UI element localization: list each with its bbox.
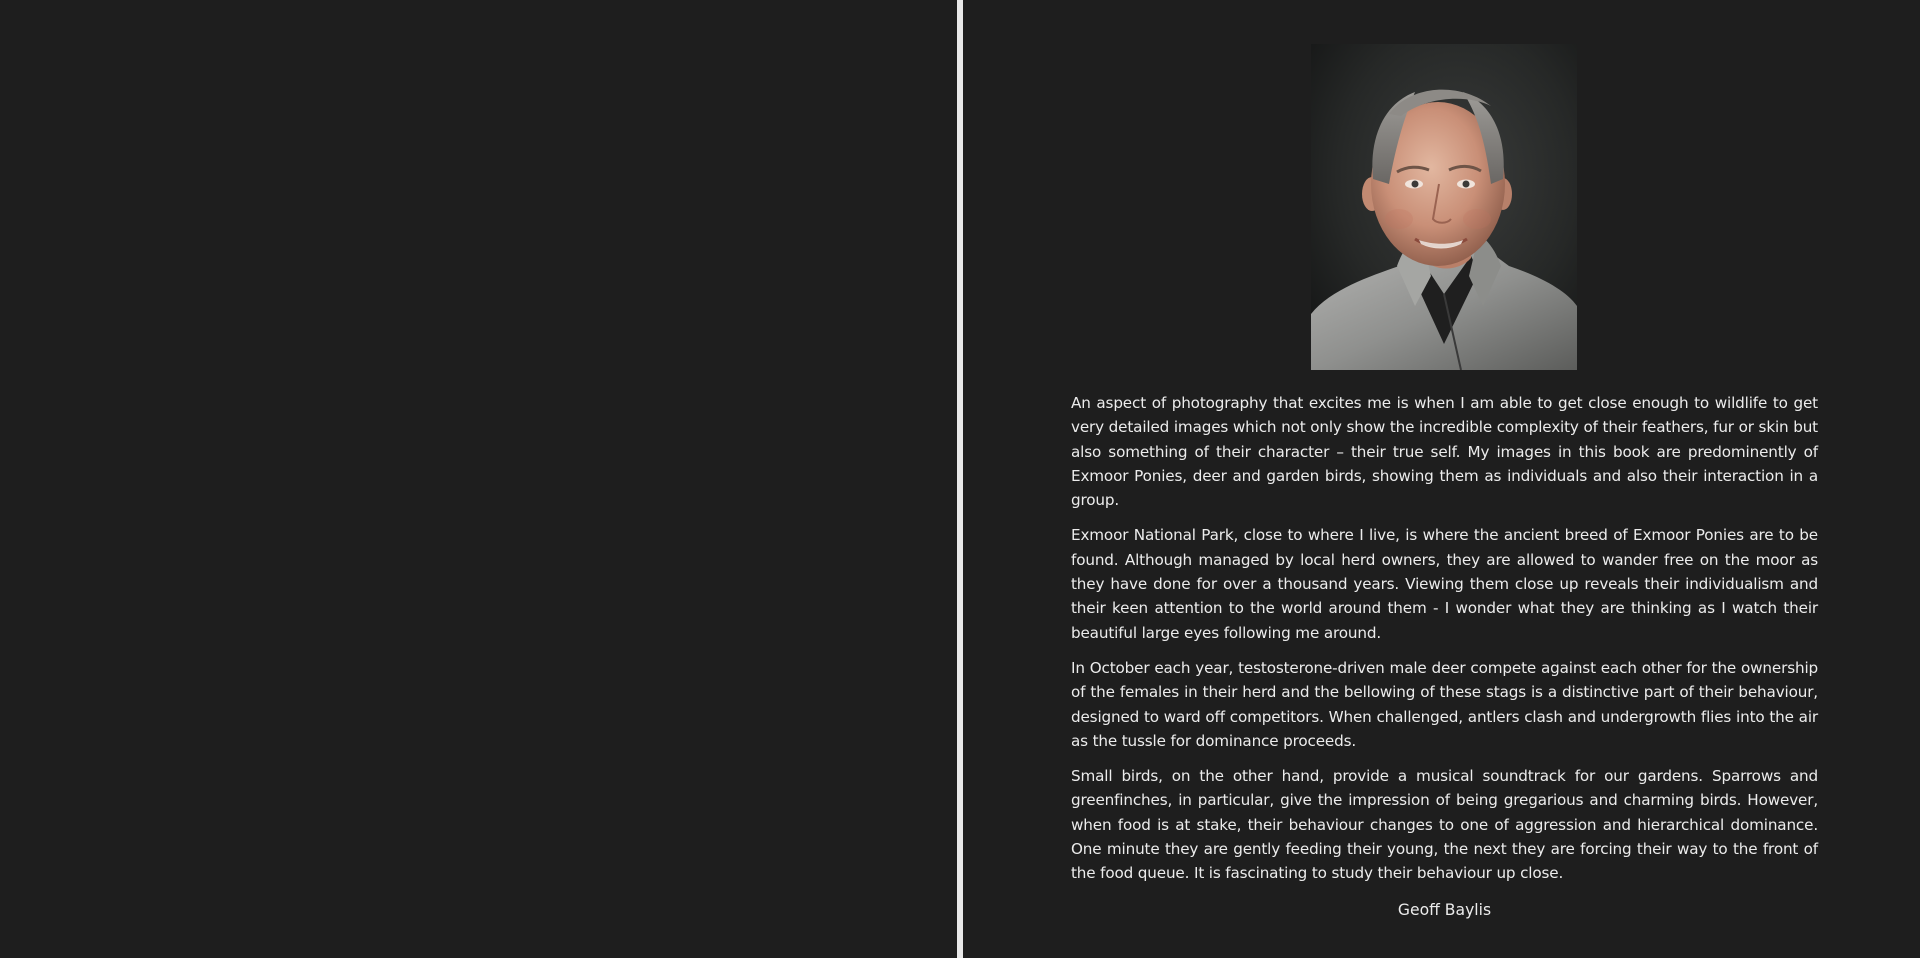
paragraph-1: An aspect of photography that excites me is when I am able to get close enough to wildlife to get very detailed images which not only show the incredible complexity of their feathers, fur or skin but also something of their character – their true self. My images in this book are predominently of Exmoor Ponies, deer and garden birds, showing them as individuals and also their interaction in a group. <box>1071 394 1818 510</box>
left-page-blank <box>0 0 957 958</box>
author-signature: Geoff Baylis <box>1397 901 1492 919</box>
right-page <box>963 0 1920 958</box>
author-statement <box>1071 391 1818 897</box>
paragraph-3: In October each year, testosterone-driven male deer compete against each other for the ownership of the females in their herd and the bellowing of these stags is a distinctive part of their behaviour, designed to ward off competitors. When challenged, antlers clash and undergrowth flies into the air as the tussle for dominance proceeds. <box>1071 658 1818 750</box>
paragraph-2: Exmoor National Park, close to where I live, is where the ancient breed of Exmoor Ponies are to be found. Although managed by local herd owners, they are allowed to wander free on the moor as they have done for over a thousand years. Viewing them close up reveals their individualism and their keen attention to the world around them - I wonder what they are thinking as I watch their beautiful large eyes following me around. <box>1071 526 1818 642</box>
author-portrait-photo <box>1311 44 1577 370</box>
paragraph-4: Small birds, on the other hand, provide a musical soundtrack for our gardens. Sparrows and greenfinches, in particular, give the impression of being gregarious and charming birds. However, when food is at stake, their behaviour changes to one of aggression and hierarchical dominance. One minute they are gently feeding their young, the next they are forcing their way to the front of the food queue. It is fascinating to study their behaviour up close. <box>1071 767 1818 883</box>
